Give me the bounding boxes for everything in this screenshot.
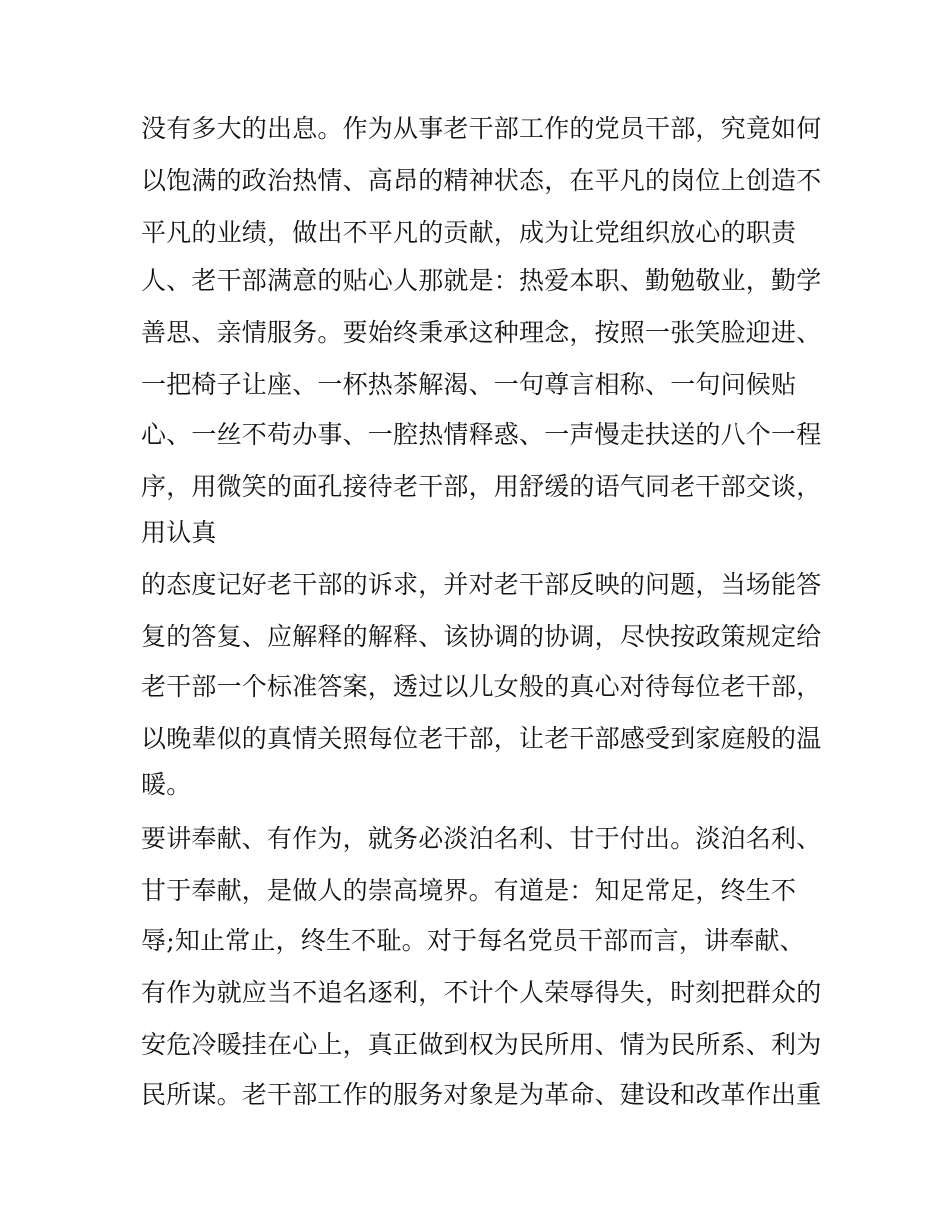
text-line: 暖。 [141,770,192,799]
text-line: 复的答复、应解释的解释、该协调的协调，尽快按政策规定给 [141,622,822,651]
text-line: 老干部一个标准答案，透过以儿女般的真心对待每位老干部， [141,672,822,701]
text-line: 平凡的业绩，做出不平凡的贡献，成为让党组织放心的职责 [141,218,797,247]
text-line: 序，用微笑的面孔接待老干部，用舒缓的语气同老干部交谈， [141,472,822,501]
text-line: 心、一丝不苟办事、一腔热情释惑、一声慢走扶送的八个一程 [141,420,822,449]
text-line: 以晚辈似的真情关照每位老干部，让老干部感受到家庭般的温 [141,724,822,753]
text-line: 没有多大的出息。作为从事老干部工作的党员干部，究竟如何 [141,114,822,143]
text-line: 用认真 [141,518,217,547]
text-line: 甘于奉献，是做人的崇高境界。有道是：知足常足，终生不 [141,876,797,905]
text-line: 安危冷暖挂在心上，真正做到权为民所用、情为民所系、利为 [141,1030,822,1059]
text-line: 善思、亲情服务。要始终秉承这种理念，按照一张笑脸迎进、 [141,318,822,347]
text-line: 以饱满的政治热情、高昂的精神状态，在平凡的岗位上创造不 [141,166,822,195]
text-line: 的态度记好老干部的诉求，并对老干部反映的问题，当场能答 [141,570,822,599]
text-line: 要讲奉献、有作为，就务必淡泊名利、甘于付出。淡泊名利、 [141,824,822,853]
text-line: 有作为就应当不追名逐利，不计个人荣辱得失，时刻把群众的 [141,978,822,1007]
text-line: 人、老干部满意的贴心人那就是：热爱本职、勤勉敬业，勤学 [141,266,822,295]
text-line: 一把椅子让座、一杯热茶解渴、一句尊言相称、一句问候贴 [141,370,797,399]
text-line: 民所谋。老干部工作的服务对象是为革命、建设和改革作出重 [141,1080,822,1109]
text-line: 辱;知止常止，终生不耻。对于每名党员干部而言，讲奉献、 [141,926,805,955]
